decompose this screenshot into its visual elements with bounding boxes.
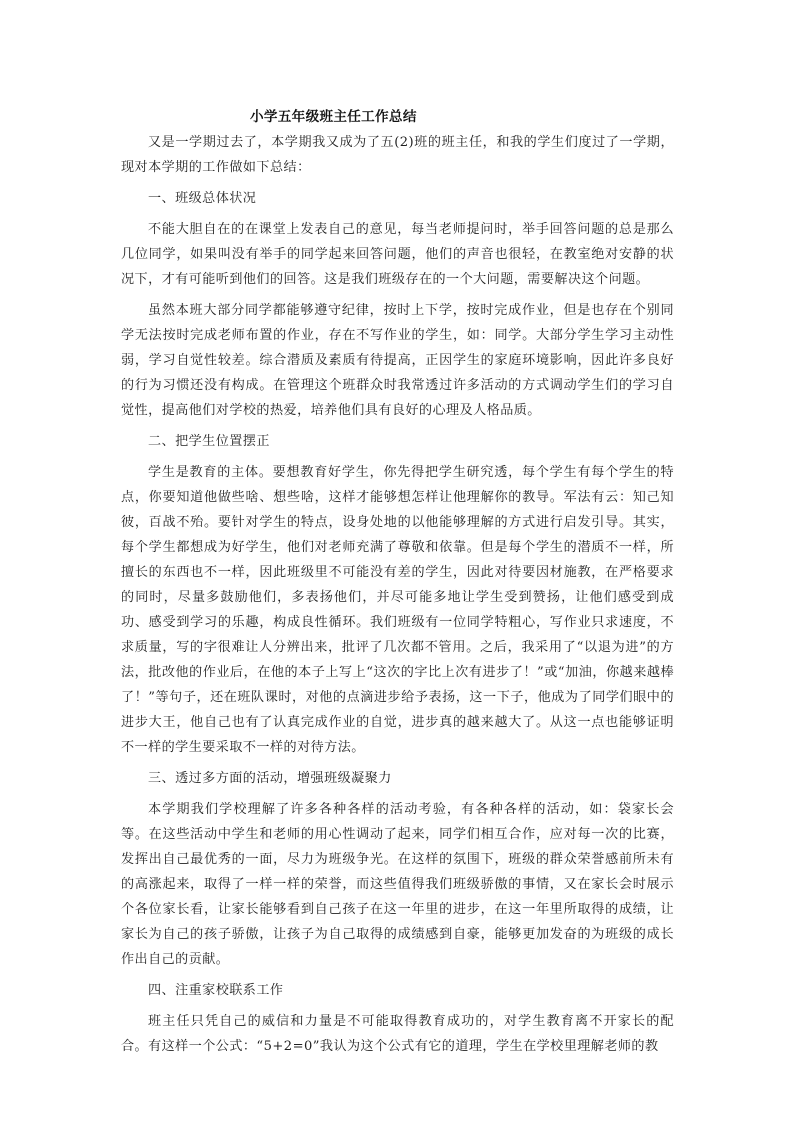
section-heading-1: 一、班级总体状况 (148, 191, 257, 206)
document-page (121, 104, 674, 1065)
intro-paragraph: 又是一学期过去了，本学期我又成为了五(2)班的班主任，和我的学生们度过了一学期，现对本学期的工作做如下总结： (121, 135, 674, 175)
section-3-paragraph-1: 本学期我们学校理解了许多各种各样的活动考验，有各种各样的活动，如：袋家长会等。在这些活动中学生和老师的用心性调动了起来，同学们相互合作，应对每一次的比赛，发挥出自己最优秀的一面，尽力为班级争光。在这样的氛围下，班级的群众荣誉感前所未有的高涨起来，取得了一样一样的荣誉，而这些值得我们班级骄傲的事情，又在家长会时展示个各位家长看，让家长能够看到自己孩子在这一年里的进步，在这一年里所取得的成绩，让家长为自己的孩子骄傲，让孩子为自己取得的成绩感到自豪，能够更加发奋的为班级的成长作出自己的贡献。 (121, 802, 674, 967)
section-heading-3: 三、透过多方面的活动，增强班级凝聚力 (148, 771, 392, 786)
section-2-paragraph-1: 学生是教育的主体。要想教育好学生，你先得把学生研究透，每个学生有每个学生的特点，你要知道他做些啥、想些啥，这样才能够想怎样让他理解你的教导。军法有云：知己知彼，百战不殆。要针对学生的特点，设身处地的以他能够理解的方式进行启发引导。其实，每个学生都想成为好学生，他们对老师充满了尊敬和依靠。但是每个学生的潜质不一样，所擅长的东西也不一样，因此班级里不可能没有差的学生，因此对待要因材施教，在严格要求的同时，尽量多鼓励他们，多表扬他们，并尽可能多地让学生受到赞扬，让他们感受到成功、感受到学习的乐趣，构成良性循环。我们班级有一位同学特粗心，写作业只求速度，不求质量，写的字很难让人分辨出来，批评了几次都不管用。之后，我采用了“以退为进”的方法，批改他的作业后，在他的本子上写上“这次的字比上次有进步了！”或“加油，你越来越棒了！”等句子，还在班队课时，对他的点滴进步给予表扬，这一下子，他成为了同学们眼中的进步大王，他自己也有了认真完成作业的自觉，进步真的越来越大了。从这一点也能够证明不一样的学生要采取不一样的对待方法。 (121, 465, 674, 755)
document-title: 小学五年级班主任工作总结 (250, 109, 417, 125)
section-heading-2: 二、把学生位置摆正 (148, 434, 270, 449)
section-4-paragraph-1: 班主任只凭自己的威信和力量是不可能取得教育成功的，对学生教育离不开家长的配合。有这样一个公式：“5+2=0”我认为这个公式有它的道理，学生在学校里理解老师的教 (121, 1014, 674, 1054)
section-1-paragraph-1: 不能大胆自在的在课堂上发表自己的意见，每当老师提问时，举手回答问题的总是那么几位同学，如果叫没有举手的同学起来回答问题，他们的声音也很轻，在教室绝对安静的状况下，才有可能听到他们的回答。这是我们班级存在的一个大问题，需要解决这个问题。 (121, 222, 674, 287)
section-heading-4: 四、注重家校联系工作 (148, 983, 284, 998)
section-1-paragraph-2: 虽然本班大部分同学都能够遵守纪律，按时上下学，按时完成作业，但是也存在个别同学无法按时完成老师布置的作业，存在不写作业的学生，如：同学。大部分学生学习主动性弱，学习自觉性较差。综合潜质及素质有待提高，正因学生的家庭环境影响，因此许多良好的行为习惯还没有构成。在管理这个班群众时我常透过许多活动的方式调动学生们的学习自觉性，提高他们对学校的热爱，培养他们具有良好的心理及人格品质。 (121, 303, 674, 418)
